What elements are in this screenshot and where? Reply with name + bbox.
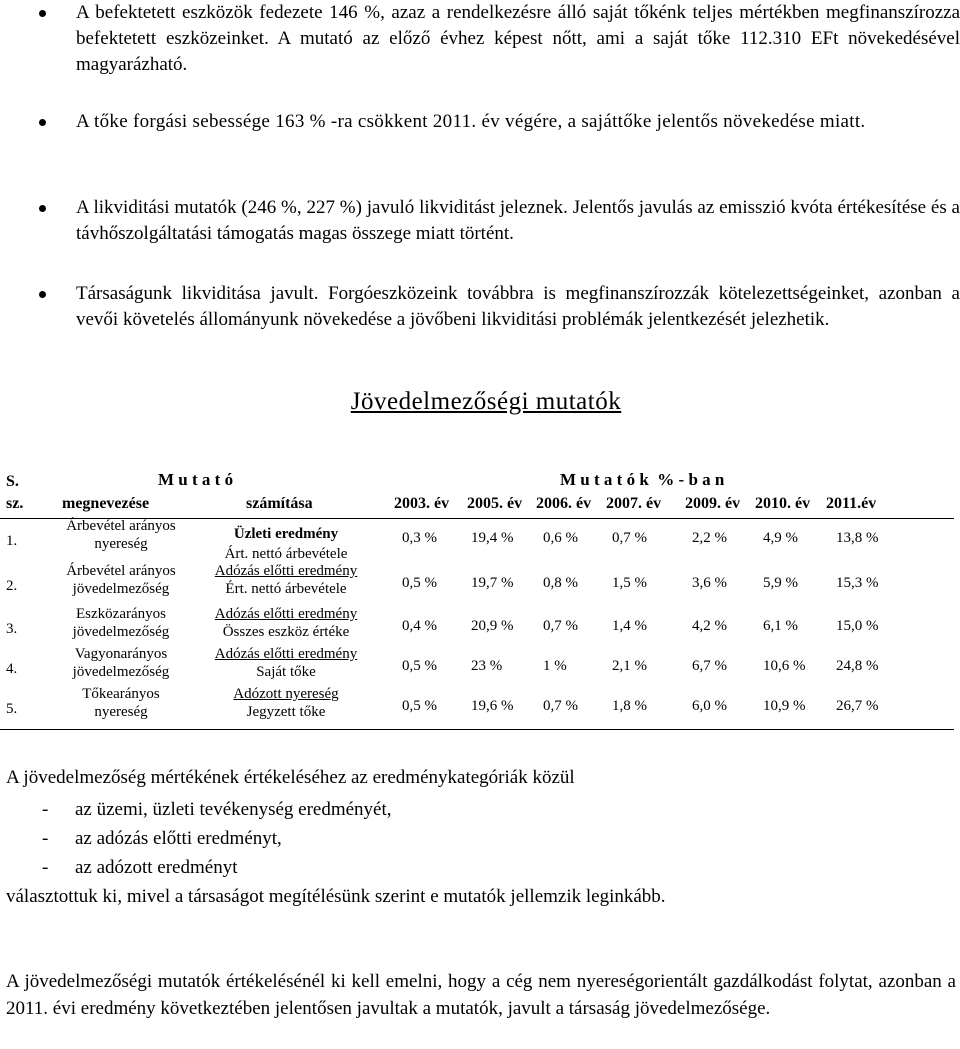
value-cell: 0,5 %	[402, 698, 437, 714]
bullet-text: A tőke forgási sebessége 163 % -ra csökkent 2011. év végére, a sajáttőke jelentős növekedése miatt.	[76, 111, 866, 132]
value-cell: 0,7 %	[612, 530, 647, 546]
value-cell: 10,9 %	[763, 698, 806, 714]
value-cell: 1 %	[543, 658, 567, 674]
dash-symbol: -	[42, 828, 49, 849]
indicator-name-line2: jövedelmezőség	[72, 581, 170, 597]
year-header: 2003. év	[394, 495, 450, 512]
formula-denominator: Összes eszköz értéke	[222, 624, 350, 640]
value-cell: 0,8 %	[543, 575, 578, 591]
dash-symbol: -	[42, 799, 49, 820]
value-cell: 15,0 %	[836, 618, 879, 634]
formula-numerator: Adózás előtti eredmény	[214, 563, 358, 579]
row-number: 4.	[6, 661, 18, 677]
bullet-dot-icon	[39, 10, 46, 17]
dash-text: az adózás előtti eredményt,	[75, 828, 282, 849]
value-cell: 1,4 %	[612, 618, 647, 634]
bullet-dot-icon	[39, 291, 46, 298]
dash-item-1	[42, 796, 392, 823]
year-header: 2010. év	[755, 495, 811, 512]
dash-item-3	[42, 854, 237, 881]
formula-numerator: Adózott nyereség	[233, 686, 339, 702]
indicator-name-line2: nyereség	[94, 536, 148, 552]
value-cell: 19,6 %	[471, 698, 514, 714]
formula-denominator: Jegyzett tőke	[246, 704, 326, 720]
bullet-item-4	[76, 281, 960, 333]
indicator-name-line2: nyereség	[94, 704, 148, 720]
bullet-item-1	[76, 0, 960, 78]
value-cell: 6,1 %	[763, 618, 798, 634]
bullet-item-2	[76, 109, 960, 135]
dash-text: az üzemi, üzleti tevékenység eredményét,	[75, 799, 392, 820]
value-cell: 0,5 %	[402, 575, 437, 591]
value-cell: 2,2 %	[692, 530, 727, 546]
dash-item-2	[42, 825, 282, 852]
indicator-name-line1: Vagyonarányos	[74, 646, 168, 662]
bullet-text: A likviditási mutatók (246 %, 227 %) javuló likviditást jeleznek. Jelentős javulás az emisszió kvóta értékesítése és a távhőszolgáltatási támogatás magas összege miatt történt.	[76, 197, 960, 244]
bullet-item-3	[76, 195, 960, 247]
section-title: Jövedelmezőségi mutatók	[350, 388, 622, 415]
col-megnevezese: megnevezése	[62, 495, 150, 512]
row-number: 3.	[6, 621, 18, 637]
formula-denominator: Árt. nettó árbevétele	[224, 546, 348, 562]
bullet-text: Társaságunk likviditása javult. Forgóeszközeink továbbra is megfinanszírozzák kötelezettségeinket, azonban a vevői követelés állományunk növekedése a jövőbeni likviditási problémák jelentkezését jelezhetik.	[76, 283, 960, 330]
value-cell: 23 %	[471, 658, 503, 674]
conclusion-text: választottuk ki, mivel a társaságot megítélésünk szerint e mutatók jellemzik leginkább.	[6, 886, 666, 907]
indicator-name-line1: Tőkearányos	[82, 686, 160, 702]
bullet-dot-icon	[39, 205, 46, 212]
bullet-text: A befektetett eszközök fedezete 146 %, azaz a rendelkezésre álló saját tőkénk teljes mértékben megfinanszírozza befektetett eszközeinket. A mutató az előző évhez képest nőtt, ami a saját tőke 112.310 EFt növekedésével magyarázható.	[76, 2, 960, 75]
value-cell: 20,9 %	[471, 618, 514, 634]
value-cell: 6,7 %	[692, 658, 727, 674]
formula-numerator: Üzleti eredmény	[233, 526, 339, 542]
indicator-name-line2: jövedelmezőség	[72, 624, 170, 640]
value-cell: 0,3 %	[402, 530, 437, 546]
value-cell: 1,8 %	[612, 698, 647, 714]
formula-numerator: Adózás előtti eredmény	[214, 646, 358, 662]
year-header: 2007. év	[606, 495, 662, 512]
formula-denominator: Saját tőke	[256, 664, 316, 680]
intro-text: A jövedelmezőség mértékének értékeléséhez az eredménykategóriák közül	[6, 767, 575, 788]
value-cell: 24,8 %	[836, 658, 879, 674]
value-cell: 5,9 %	[763, 575, 798, 591]
value-cell: 19,7 %	[471, 575, 514, 591]
value-cell: 13,8 %	[836, 530, 879, 546]
value-cell: 4,9 %	[763, 530, 798, 546]
col-sz-line2: sz.	[6, 495, 24, 512]
year-header: 2006. év	[536, 495, 592, 512]
value-cell: 2,1 %	[612, 658, 647, 674]
year-header: 2009. év	[685, 495, 741, 512]
final-paragraph: A jövedelmezőségi mutatók értékelésénél ki kell emelni, hogy a cég nem nyereségorientált gazdálkodást folytat, azonban a 2011. évi eredmény következtében jelentősen javultak a mutatók, javult a társaság jövedelmezősége.	[6, 971, 956, 1019]
value-cell: 0,7 %	[543, 618, 578, 634]
value-cell: 4,2 %	[692, 618, 727, 634]
value-cell: 10,6 %	[763, 658, 806, 674]
dash-text: az adózott eredményt	[75, 857, 238, 878]
value-cell: 0,6 %	[543, 530, 578, 546]
value-cell: 0,4 %	[402, 618, 437, 634]
row-number: 1.	[6, 533, 18, 549]
year-header: 2005. év	[467, 495, 523, 512]
formula-denominator: Ért. nettó árbevétele	[225, 581, 347, 597]
row-number: 5.	[6, 701, 18, 717]
indicator-name-line1: Eszközarányos	[76, 606, 166, 622]
col-group-mutato: M u t a t ó	[158, 470, 234, 489]
indicator-name-line2: jövedelmezőség	[72, 664, 170, 680]
profitability-table	[0, 468, 954, 730]
bullet-dot-icon	[39, 119, 46, 126]
col-group-percent: M u t a t ó k % - b a n	[560, 470, 725, 489]
value-cell: 0,7 %	[543, 698, 578, 714]
value-cell: 19,4 %	[471, 530, 514, 546]
indicator-name-line1: Árbevétel arányos	[66, 518, 176, 534]
col-szamitasa: számítása	[246, 495, 313, 512]
formula-numerator: Adózás előtti eredmény	[214, 606, 358, 622]
year-header: 2011.év	[826, 495, 877, 512]
col-sz-line1: S.	[6, 473, 19, 490]
value-cell: 15,3 %	[836, 575, 879, 591]
value-cell: 1,5 %	[612, 575, 647, 591]
value-cell: 0,5 %	[402, 658, 437, 674]
value-cell: 26,7 %	[836, 698, 879, 714]
dash-symbol: -	[42, 857, 49, 878]
value-cell: 6,0 %	[692, 698, 727, 714]
indicator-name-line1: Árbevétel arányos	[66, 563, 176, 579]
value-cell: 3,6 %	[692, 575, 727, 591]
row-number: 2.	[6, 578, 18, 594]
